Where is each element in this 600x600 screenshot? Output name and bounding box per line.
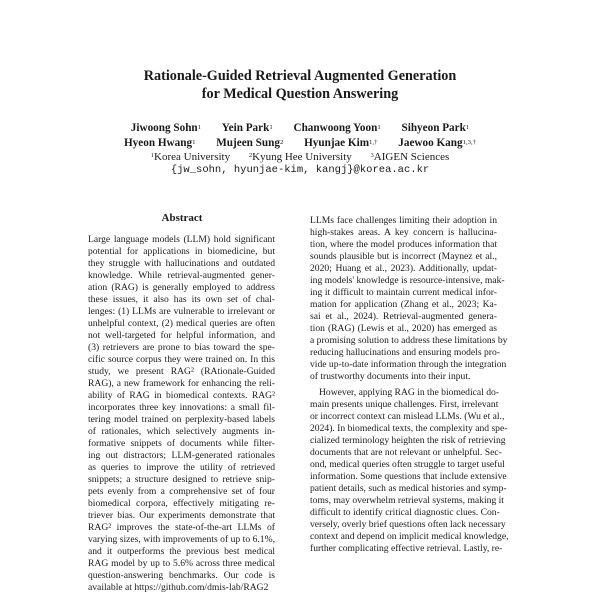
paragraph xyxy=(310,215,508,383)
text-line: RAG² improves the state-of-the-art LLMs of xyxy=(88,522,275,533)
text-line: question-answering benchmarks. Our code is xyxy=(88,570,275,581)
text-line: ing it difficult to maintain current medical infor- xyxy=(310,287,497,298)
text-line: further complicating effective retrieval. Lastly, re- xyxy=(310,543,503,554)
author: Hyeon Hwang$^1$ xyxy=(123,137,196,149)
text-line: 2024). In biomedical texts, the complexity and spe- xyxy=(310,423,508,434)
paragraph xyxy=(310,387,509,555)
text-line: RAG), a new framework for enhancing the reli- xyxy=(88,378,275,389)
text-line: ing out distractors; LLM-generated rationales xyxy=(88,450,275,461)
title-line: Rationale-Guided Retrieval Augmented Generation xyxy=(143,68,457,84)
text-line: of rationales, which selectively augments in- xyxy=(88,426,275,437)
author: Mujeen Sung$^2$ xyxy=(216,137,284,149)
paper-title xyxy=(0,67,600,103)
text-line: lenges: (1) LLMs are vulnerable to irrelevant or xyxy=(88,306,275,317)
title-line: for Medical Question Answering xyxy=(201,86,399,102)
text-line: of trustworthy documents into their input. xyxy=(310,371,471,382)
author: Jaewoo Kang$^{1,3,\dagger}$ xyxy=(398,137,477,149)
text-line: available at https://github.com/dmis-lab/RAG2 xyxy=(88,582,269,593)
text-line: study, we present RAG² (RAtionale-Guided xyxy=(88,366,275,377)
text-line: and it outperforms the previous best medical xyxy=(88,546,275,557)
text-line: knowledge. While retrieval-augmented gener- xyxy=(88,270,275,281)
text-line: sai et al., 2024). Retrieval-augmented genera- xyxy=(310,311,497,322)
author: Chanwoong Yoon$^1$ xyxy=(293,122,381,134)
abstract-body xyxy=(88,234,275,594)
text-line: they struggle with hallucinations and outdated xyxy=(88,258,275,269)
text-line: Large language models (LLM) hold significant xyxy=(88,234,275,245)
text-line: documents that are not relevant or unhelpful. Sec- xyxy=(310,447,502,458)
text-line: tion, where the model produces information that xyxy=(310,239,497,250)
text-line: cific source corpus they were trained on. In this xyxy=(88,354,275,365)
abstract-heading: Abstract xyxy=(161,212,203,224)
text-line: high-stakes areas. A key concern is hallucina- xyxy=(310,227,497,238)
text-line: versely, overly brief questions often lack necessary xyxy=(310,519,506,530)
text-line: tering model trained on perplexity-based labels xyxy=(88,414,275,425)
text-line: sounds plausible but is incorrect (Maynez et al., xyxy=(310,251,497,262)
text-line: ing models' knowledge is resource-intensive, mak- xyxy=(310,275,505,286)
text-line: cialized terminology heighten the risk of retrieving xyxy=(310,435,506,446)
author: Hyunjae Kim$^{1,\dagger}$ xyxy=(304,137,378,149)
author: Jiwoong Sohn$^1$ xyxy=(130,122,201,134)
text-line: LLMs face challenges limiting their adoption in xyxy=(310,215,497,226)
text-line: (3) retrievers are prone to bias toward the spe- xyxy=(88,342,275,353)
text-line: potential for applications in biomedicine, but xyxy=(88,246,275,257)
text-line: information. Some questions that include extensive xyxy=(310,471,507,482)
text-line: a promising solution to address these limitations by xyxy=(310,335,508,346)
text-line: pets evenly from a comprehensive set of four xyxy=(88,486,275,497)
text-line: tion (RAG) (Lewis et al., 2020) has emerged as xyxy=(310,323,497,334)
text-line: difficult to identify critical diagnostic clues. Con- xyxy=(310,507,500,518)
text-line: reducing hallucinations and ensuring models pro- xyxy=(310,347,500,358)
text-line: toms, may overwhelm retrieval systems, making it xyxy=(310,495,504,506)
author-email: {jw_sohn, hyunjae-kim, kangj}@korea.ac.kr xyxy=(170,164,430,176)
text-line: context and depend on implicit medical knowledge, xyxy=(310,531,509,542)
text-line: 2020; Huang et al., 2023). Additionally, updat- xyxy=(310,263,497,274)
text-line: snippets; a structure designed to retrieve snip- xyxy=(88,474,275,485)
affiliations xyxy=(0,150,600,164)
text-line: these issues, it also has its own set of chal- xyxy=(88,294,275,305)
text-line: ond, medical queries often struggle to target useful xyxy=(310,459,505,470)
text-line: unhelpful context, (2) medical queries are often xyxy=(88,318,275,329)
text-line: ation (RAG) is generally employed to address xyxy=(88,282,275,293)
affiliation: $^3$AIGEN Sciences xyxy=(370,151,450,163)
text-line: not well-targeted for helpful information, and xyxy=(88,330,275,341)
text-line: triever bias. Our experiments demonstrate that xyxy=(88,510,275,521)
text-line: patient details, such as medical histories and symp- xyxy=(310,483,507,494)
affiliation: $^1$Korea University xyxy=(150,151,231,163)
text-line: formative snippets of documents while filter- xyxy=(88,438,275,449)
author-list xyxy=(0,121,600,151)
text-line: vide up-to-date information through the integration xyxy=(310,359,507,370)
text-line: varying sizes, with improvements of up to 6.1%, xyxy=(88,534,275,545)
author: Yein Park$^1$ xyxy=(221,122,273,134)
affiliation: $^2$Kyung Hee University xyxy=(248,151,352,163)
text-line: main presents unique challenges. First, irrelevant xyxy=(310,399,499,410)
text-line: as queries to improve the utility of retrieved xyxy=(88,462,275,473)
text-line: However, applying RAG in the biomedical do- xyxy=(319,387,499,398)
text-line: RAG model by up to 5.6% across three medical xyxy=(88,558,275,569)
text-line: ability of RAG in biomedical contexts. RAG² xyxy=(88,390,275,401)
text-line: mation for application (Zhang et al., 2023; Ka- xyxy=(310,299,497,310)
text-line: or incorrect context can mislead LLMs. (Wu et al., xyxy=(310,411,505,422)
text-line: incorporates three key innovations: a small fil- xyxy=(88,402,275,413)
text-line: biomedical corpora, effectively mitigating re- xyxy=(88,498,275,509)
introduction-body xyxy=(310,215,509,555)
author: Sihyeon Park$^1$ xyxy=(401,122,470,134)
